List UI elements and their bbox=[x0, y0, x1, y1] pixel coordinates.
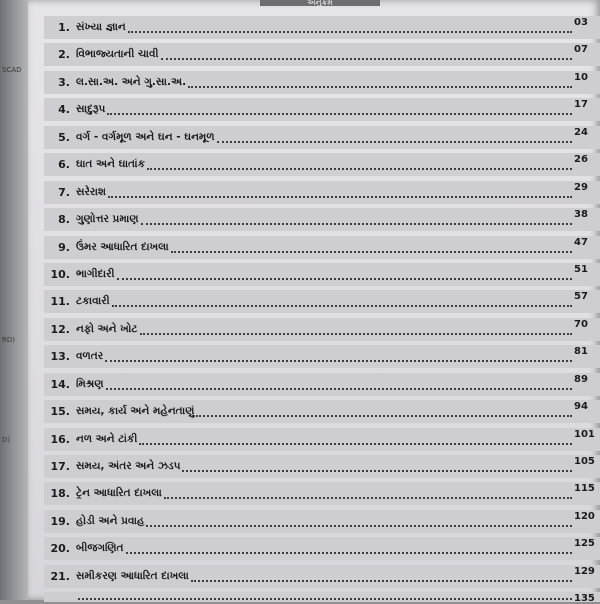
toc-row bbox=[44, 455, 600, 478]
toc-leader bbox=[106, 387, 573, 390]
toc-title: નફો અને ખોટ bbox=[76, 322, 138, 335]
toc-row bbox=[44, 263, 600, 286]
toc-number: 15. bbox=[50, 405, 70, 419]
toc-leader bbox=[112, 304, 572, 307]
toc-leader bbox=[171, 250, 572, 253]
toc-leader bbox=[140, 332, 572, 335]
toc-number: 9. bbox=[58, 240, 70, 254]
toc-row bbox=[44, 43, 600, 66]
toc-leader bbox=[217, 140, 572, 143]
toc-title: ઘાત અને ઘાતાંક bbox=[76, 158, 145, 171]
toc-page: 51 bbox=[574, 263, 588, 275]
toc-number: 17. bbox=[50, 460, 70, 473]
margin-note-1: SCAD bbox=[2, 66, 22, 74]
toc-leader bbox=[139, 442, 572, 445]
toc-row bbox=[44, 537, 600, 560]
toc-number: 21. bbox=[50, 569, 70, 583]
toc-number: 12. bbox=[50, 322, 70, 336]
toc-number: 18. bbox=[50, 487, 70, 501]
toc-leader bbox=[188, 85, 572, 88]
toc-number: 1. bbox=[58, 21, 70, 34]
toc-row bbox=[44, 290, 600, 313]
toc-number: 20. bbox=[50, 542, 70, 556]
toc-number: 13. bbox=[50, 350, 70, 364]
toc-number: 19. bbox=[50, 514, 70, 528]
toc-title: વર્ગ - વર્ગમૂળ અને ઘન - ઘનમૂળ bbox=[76, 130, 215, 143]
toc-number: 2. bbox=[58, 48, 70, 62]
margin-note-2: RD) bbox=[2, 336, 15, 344]
toc-page: 38 bbox=[574, 209, 588, 221]
toc-title: સમય, અંતર અને ઝડપ bbox=[76, 460, 181, 472]
toc-row bbox=[44, 126, 600, 149]
toc-leader bbox=[107, 112, 572, 115]
toc-page: 81 bbox=[574, 346, 588, 358]
toc-title: સમીકરણ આધારિત દાખલા bbox=[76, 569, 189, 582]
toc-page: 101 bbox=[574, 428, 595, 440]
toc-page: 89 bbox=[574, 373, 588, 385]
toc-page: 57 bbox=[574, 291, 588, 303]
toc-title: મિશ્રણ bbox=[76, 377, 104, 390]
toc-page: 07 bbox=[574, 44, 588, 56]
toc-title: ગુણોત્તર પ્રમાણ bbox=[76, 213, 139, 226]
toc-number: 4. bbox=[58, 103, 70, 117]
toc-title: ટ્રેન આધારિત દાખલા bbox=[76, 487, 162, 500]
toc-number: 7. bbox=[58, 185, 70, 199]
toc-number: 16. bbox=[50, 432, 70, 446]
toc-row bbox=[44, 373, 600, 396]
toc-row bbox=[44, 565, 600, 588]
toc-row bbox=[44, 208, 600, 231]
page-header: અનુક્રમ bbox=[260, 0, 380, 6]
toc-page: 17 bbox=[574, 99, 588, 111]
toc-title: વળતર bbox=[76, 350, 104, 363]
toc-row bbox=[44, 98, 600, 121]
toc-title: સમય, કાર્ય અને મહેનતાણું bbox=[76, 405, 195, 418]
toc-row bbox=[44, 510, 600, 533]
toc-page: 135 bbox=[574, 593, 595, 604]
toc-title: ઉંમર આધારિત દાખલા bbox=[76, 240, 169, 253]
toc-leader bbox=[141, 222, 572, 225]
toc-page: 70 bbox=[574, 318, 588, 330]
toc-row bbox=[44, 318, 600, 341]
toc-leader bbox=[147, 167, 572, 170]
toc-leader bbox=[105, 359, 572, 362]
toc-row bbox=[44, 16, 600, 39]
toc-page: 120 bbox=[574, 510, 595, 522]
toc-leader bbox=[182, 469, 572, 472]
toc-row bbox=[44, 71, 600, 94]
toc-page: 24 bbox=[574, 126, 588, 138]
toc-leader bbox=[117, 277, 572, 280]
toc-page: 125 bbox=[574, 538, 595, 550]
toc-page: 29 bbox=[574, 181, 588, 193]
toc-page: 47 bbox=[574, 236, 588, 248]
toc-title: વિભાજ્યતાની ચાવી bbox=[76, 48, 159, 61]
toc-title: નળ અને ટાંકી bbox=[76, 432, 138, 445]
toc-page: 94 bbox=[574, 401, 588, 413]
toc-page: 26 bbox=[574, 154, 588, 166]
toc-leader bbox=[108, 195, 572, 198]
toc-row-partial bbox=[44, 592, 600, 602]
toc-page: 105 bbox=[574, 456, 595, 467]
toc-number: 5. bbox=[58, 130, 70, 144]
toc-row bbox=[44, 236, 600, 259]
toc-page: 115 bbox=[574, 483, 595, 495]
toc-page: 10 bbox=[574, 71, 588, 83]
toc-leader bbox=[164, 496, 572, 499]
toc-leader bbox=[191, 579, 572, 582]
toc-number: 3. bbox=[58, 75, 70, 89]
toc-leader bbox=[196, 414, 572, 417]
toc-leader bbox=[128, 30, 572, 33]
toc-title: હોડી અને પ્રવાહ bbox=[76, 514, 145, 527]
toc-title: લ.સા.અ. અને ગુ.સા.અ. bbox=[76, 75, 187, 88]
toc-row bbox=[44, 345, 600, 368]
toc-title: સાદુરૂપ bbox=[76, 103, 106, 116]
toc-number: 14. bbox=[50, 377, 70, 391]
toc-page: 129 bbox=[574, 565, 595, 577]
toc-row bbox=[44, 153, 600, 176]
toc-number: 8. bbox=[58, 213, 70, 227]
toc-number: 10. bbox=[50, 267, 70, 281]
toc-title: સરેરાશ bbox=[76, 185, 107, 198]
toc-leader bbox=[146, 524, 572, 527]
toc-title: ટકાવારી bbox=[76, 295, 110, 308]
toc-title: બીજગણિત bbox=[76, 542, 124, 555]
margin-note-3: D) bbox=[2, 436, 11, 444]
toc-row bbox=[44, 428, 600, 451]
toc-number: 6. bbox=[58, 158, 70, 172]
toc-row bbox=[44, 482, 600, 505]
toc-number: 11. bbox=[50, 295, 70, 309]
left-page-edge bbox=[0, 0, 30, 600]
toc-leader bbox=[126, 551, 572, 554]
toc-title: ભાગીદારી bbox=[76, 267, 115, 280]
toc-row bbox=[44, 181, 600, 204]
toc-page: 03 bbox=[574, 17, 588, 28]
toc-title: સંખ્યા જ્ઞાન bbox=[76, 21, 126, 33]
toc-leader bbox=[161, 57, 572, 60]
toc-row bbox=[44, 400, 600, 423]
table-of-contents bbox=[44, 16, 600, 602]
